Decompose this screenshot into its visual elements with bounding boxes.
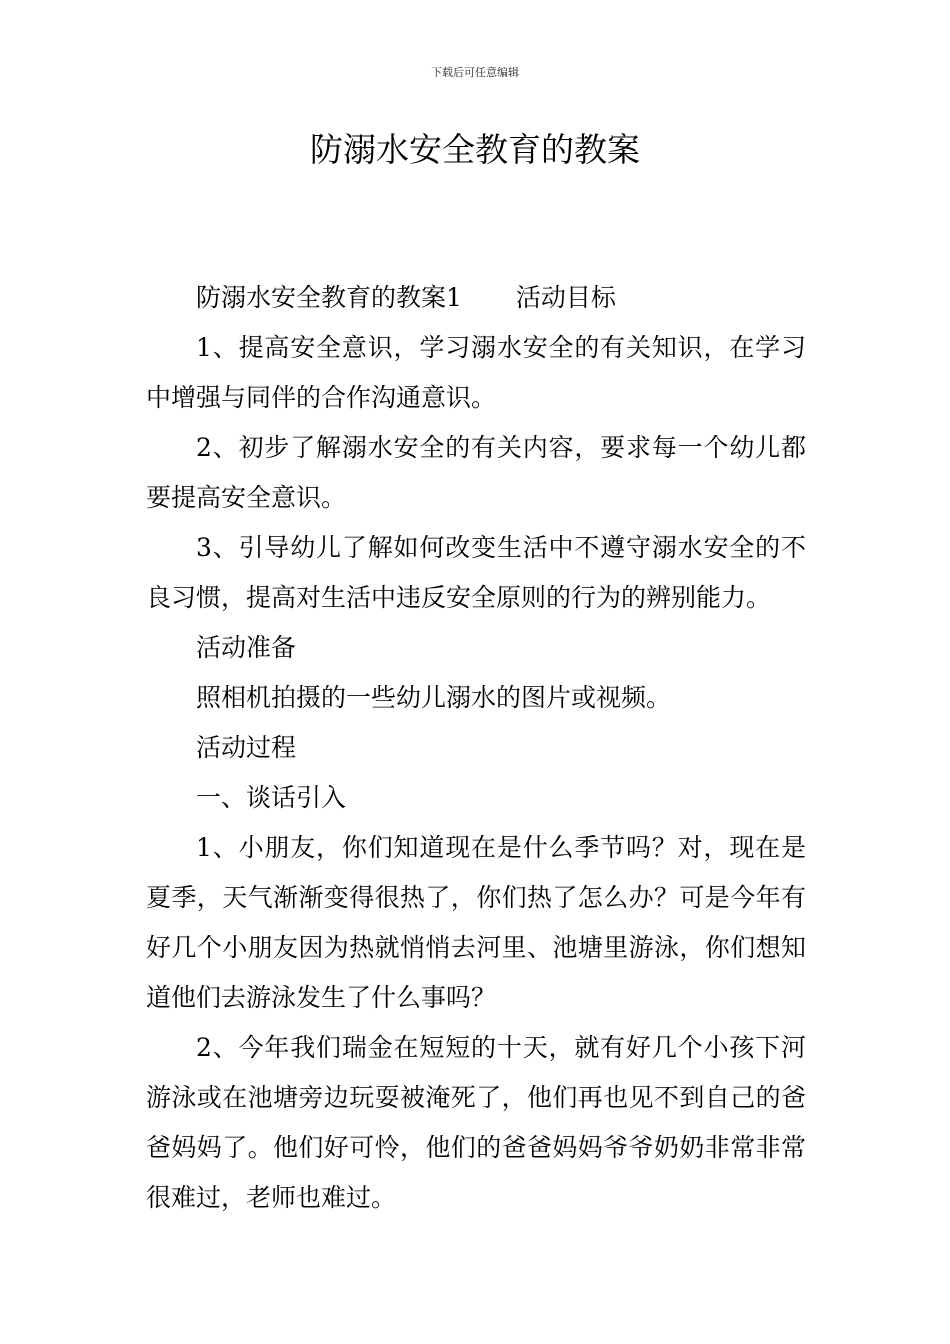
- document-body: [146, 273, 806, 1223]
- document-title: 防溺水安全教育的教案: [310, 130, 640, 169]
- preparation-text: 照相机拍摄的一些幼儿溺水的图片或视频。: [196, 683, 672, 712]
- lesson-plan-label: 防溺水安全教育的教案1: [196, 283, 462, 312]
- process-item-1: 1、小朋友，你们知道现在是什么季节吗？对，现在是夏季，天气渐渐变得很热了，你们热了怎么办？可是今年有好几个小朋友因为热就悄悄去河里、池塘里游泳，你们想知道他们去游泳发生了什么事吗？: [146, 833, 806, 1012]
- activity-preparation-heading: 活动准备: [196, 633, 297, 662]
- activity-goals-heading: 活动目标: [515, 283, 616, 312]
- step-heading-intro: 一、谈话引入: [196, 783, 347, 812]
- goal-item-3: 3、引导幼儿了解如何改变生活中不遵守溺水安全的不良习惯，提高对生活中违反安全原则的行为的辨别能力。: [146, 533, 806, 612]
- goal-item-2: 2、初步了解溺水安全的有关内容，要求每一个幼儿都要提高安全意识。: [146, 433, 806, 512]
- section-heading-line: [146, 273, 806, 323]
- goal-item-1: 1、提高安全意识，学习溺水安全的有关知识，在学习中增强与同伴的合作沟通意识。: [146, 333, 806, 412]
- process-item-2: 2、今年我们瑞金在短短的十天，就有好几个小孩下河游泳或在池塘旁边玩耍被淹死了，他们再也见不到自己的爸爸妈妈了。他们好可怜，他们的爸爸妈妈爷爷奶奶非常非常很难过，老师也难过。: [146, 1033, 806, 1212]
- header-note: 下载后可任意编辑: [431, 66, 519, 79]
- activity-process-heading: 活动过程: [196, 733, 297, 762]
